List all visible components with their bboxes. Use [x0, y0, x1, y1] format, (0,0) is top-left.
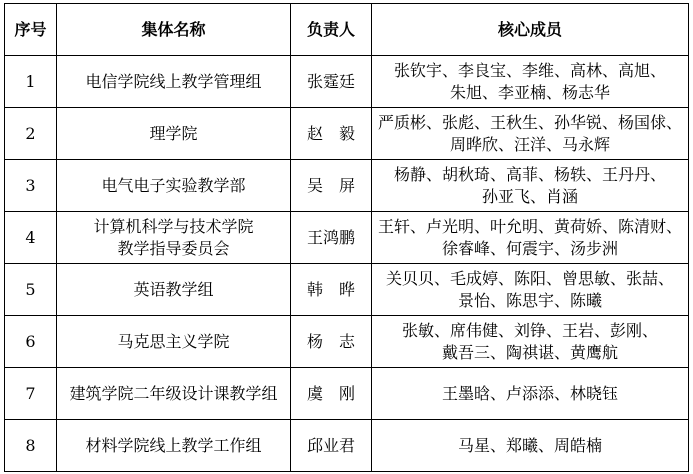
members-line: 严质彬、张彪、王秋生、孙华锐、杨国俅、	[377, 112, 682, 132]
table-row	[5, 212, 689, 264]
leader-cell: 韩 晔	[291, 264, 372, 316]
row-index: 1	[5, 56, 57, 108]
row-index: 5	[5, 264, 57, 316]
members-line: 杨静、胡秋琦、高菲、杨轶、王丹丹、	[393, 164, 666, 184]
table-row	[5, 56, 689, 108]
members-cell	[372, 316, 689, 368]
members-line: 王墨晗、卢添添、林晓钰	[441, 383, 618, 403]
members-line: 张敏、席伟健、刘铮、王岩、彭刚、	[401, 320, 658, 340]
row-index: 8	[5, 420, 57, 472]
leader-cell: 虞 刚	[291, 368, 372, 420]
row-index: 2	[5, 108, 57, 160]
group-name: 理学院	[149, 123, 198, 143]
group-name-cell	[57, 56, 291, 108]
members-line: 马星、郑曦、周皓楠	[457, 435, 602, 455]
collective-roster-table	[4, 3, 689, 472]
row-index: 4	[5, 212, 57, 264]
group-name: 英语教学组	[133, 279, 214, 299]
table-row	[5, 420, 689, 472]
members-cell	[372, 108, 689, 160]
members-line: 孙亚飞、肖涵	[481, 186, 578, 206]
table-row	[5, 316, 689, 368]
header-core-members: 核心成员	[372, 4, 689, 56]
group-name: 马克思主义学院	[117, 331, 230, 351]
members-cell	[372, 212, 689, 264]
table-row	[5, 264, 689, 316]
leader-cell: 赵 毅	[291, 108, 372, 160]
header-index: 序号	[5, 4, 57, 56]
group-name-cell	[57, 108, 291, 160]
table-body	[5, 56, 689, 472]
members-line: 周晔欣、汪洋、马永辉	[449, 134, 610, 154]
group-name: 计算机科学与技术学院	[93, 216, 254, 236]
leader-cell: 吴 屏	[291, 160, 372, 212]
members-line: 王轩、卢光明、叶允明、黄荷娇、陈清财、	[377, 216, 682, 236]
table-row	[5, 108, 689, 160]
members-cell	[372, 264, 689, 316]
members-line: 戴吾三、陶祺谌、黄鹰航	[441, 342, 618, 362]
group-name-cell	[57, 420, 291, 472]
table-header	[5, 4, 689, 56]
group-name-cell	[57, 160, 291, 212]
members-cell	[372, 420, 689, 472]
row-index: 3	[5, 160, 57, 212]
leader-cell: 张霆廷	[291, 56, 372, 108]
group-name: 材料学院线上教学工作组	[85, 435, 262, 455]
group-name-cell	[57, 264, 291, 316]
group-name-cell	[57, 368, 291, 420]
leader-cell: 王鸿鹏	[291, 212, 372, 264]
group-name-line-2: 教学指导委员会	[117, 238, 230, 258]
members-cell	[372, 368, 689, 420]
leader-cell: 杨 志	[291, 316, 372, 368]
group-name-cell	[57, 212, 291, 264]
group-name: 电气电子实验教学部	[101, 175, 246, 195]
group-name-cell	[57, 316, 291, 368]
group-name: 电信学院线上教学管理组	[85, 71, 262, 91]
members-line: 朱旭、李亚楠、杨志华	[449, 82, 610, 102]
members-line: 景怡、陈思宇、陈曦	[457, 290, 602, 310]
members-line: 徐睿峰、何震宇、汤步洲	[441, 238, 618, 258]
members-line: 张钦宇、李良宝、李维、高林、高旭、	[393, 60, 666, 80]
group-name: 建筑学院二年级设计课教学组	[69, 383, 278, 403]
table-row	[5, 160, 689, 212]
row-index: 6	[5, 316, 57, 368]
header-row	[5, 4, 689, 56]
header-group-name: 集体名称	[57, 4, 291, 56]
table-row	[5, 368, 689, 420]
members-cell	[372, 56, 689, 108]
members-line: 关贝贝、毛成婷、陈阳、曾思敏、张喆、	[385, 268, 674, 288]
header-leader: 负责人	[291, 4, 372, 56]
row-index: 7	[5, 368, 57, 420]
leader-cell: 邱业君	[291, 420, 372, 472]
members-cell	[372, 160, 689, 212]
